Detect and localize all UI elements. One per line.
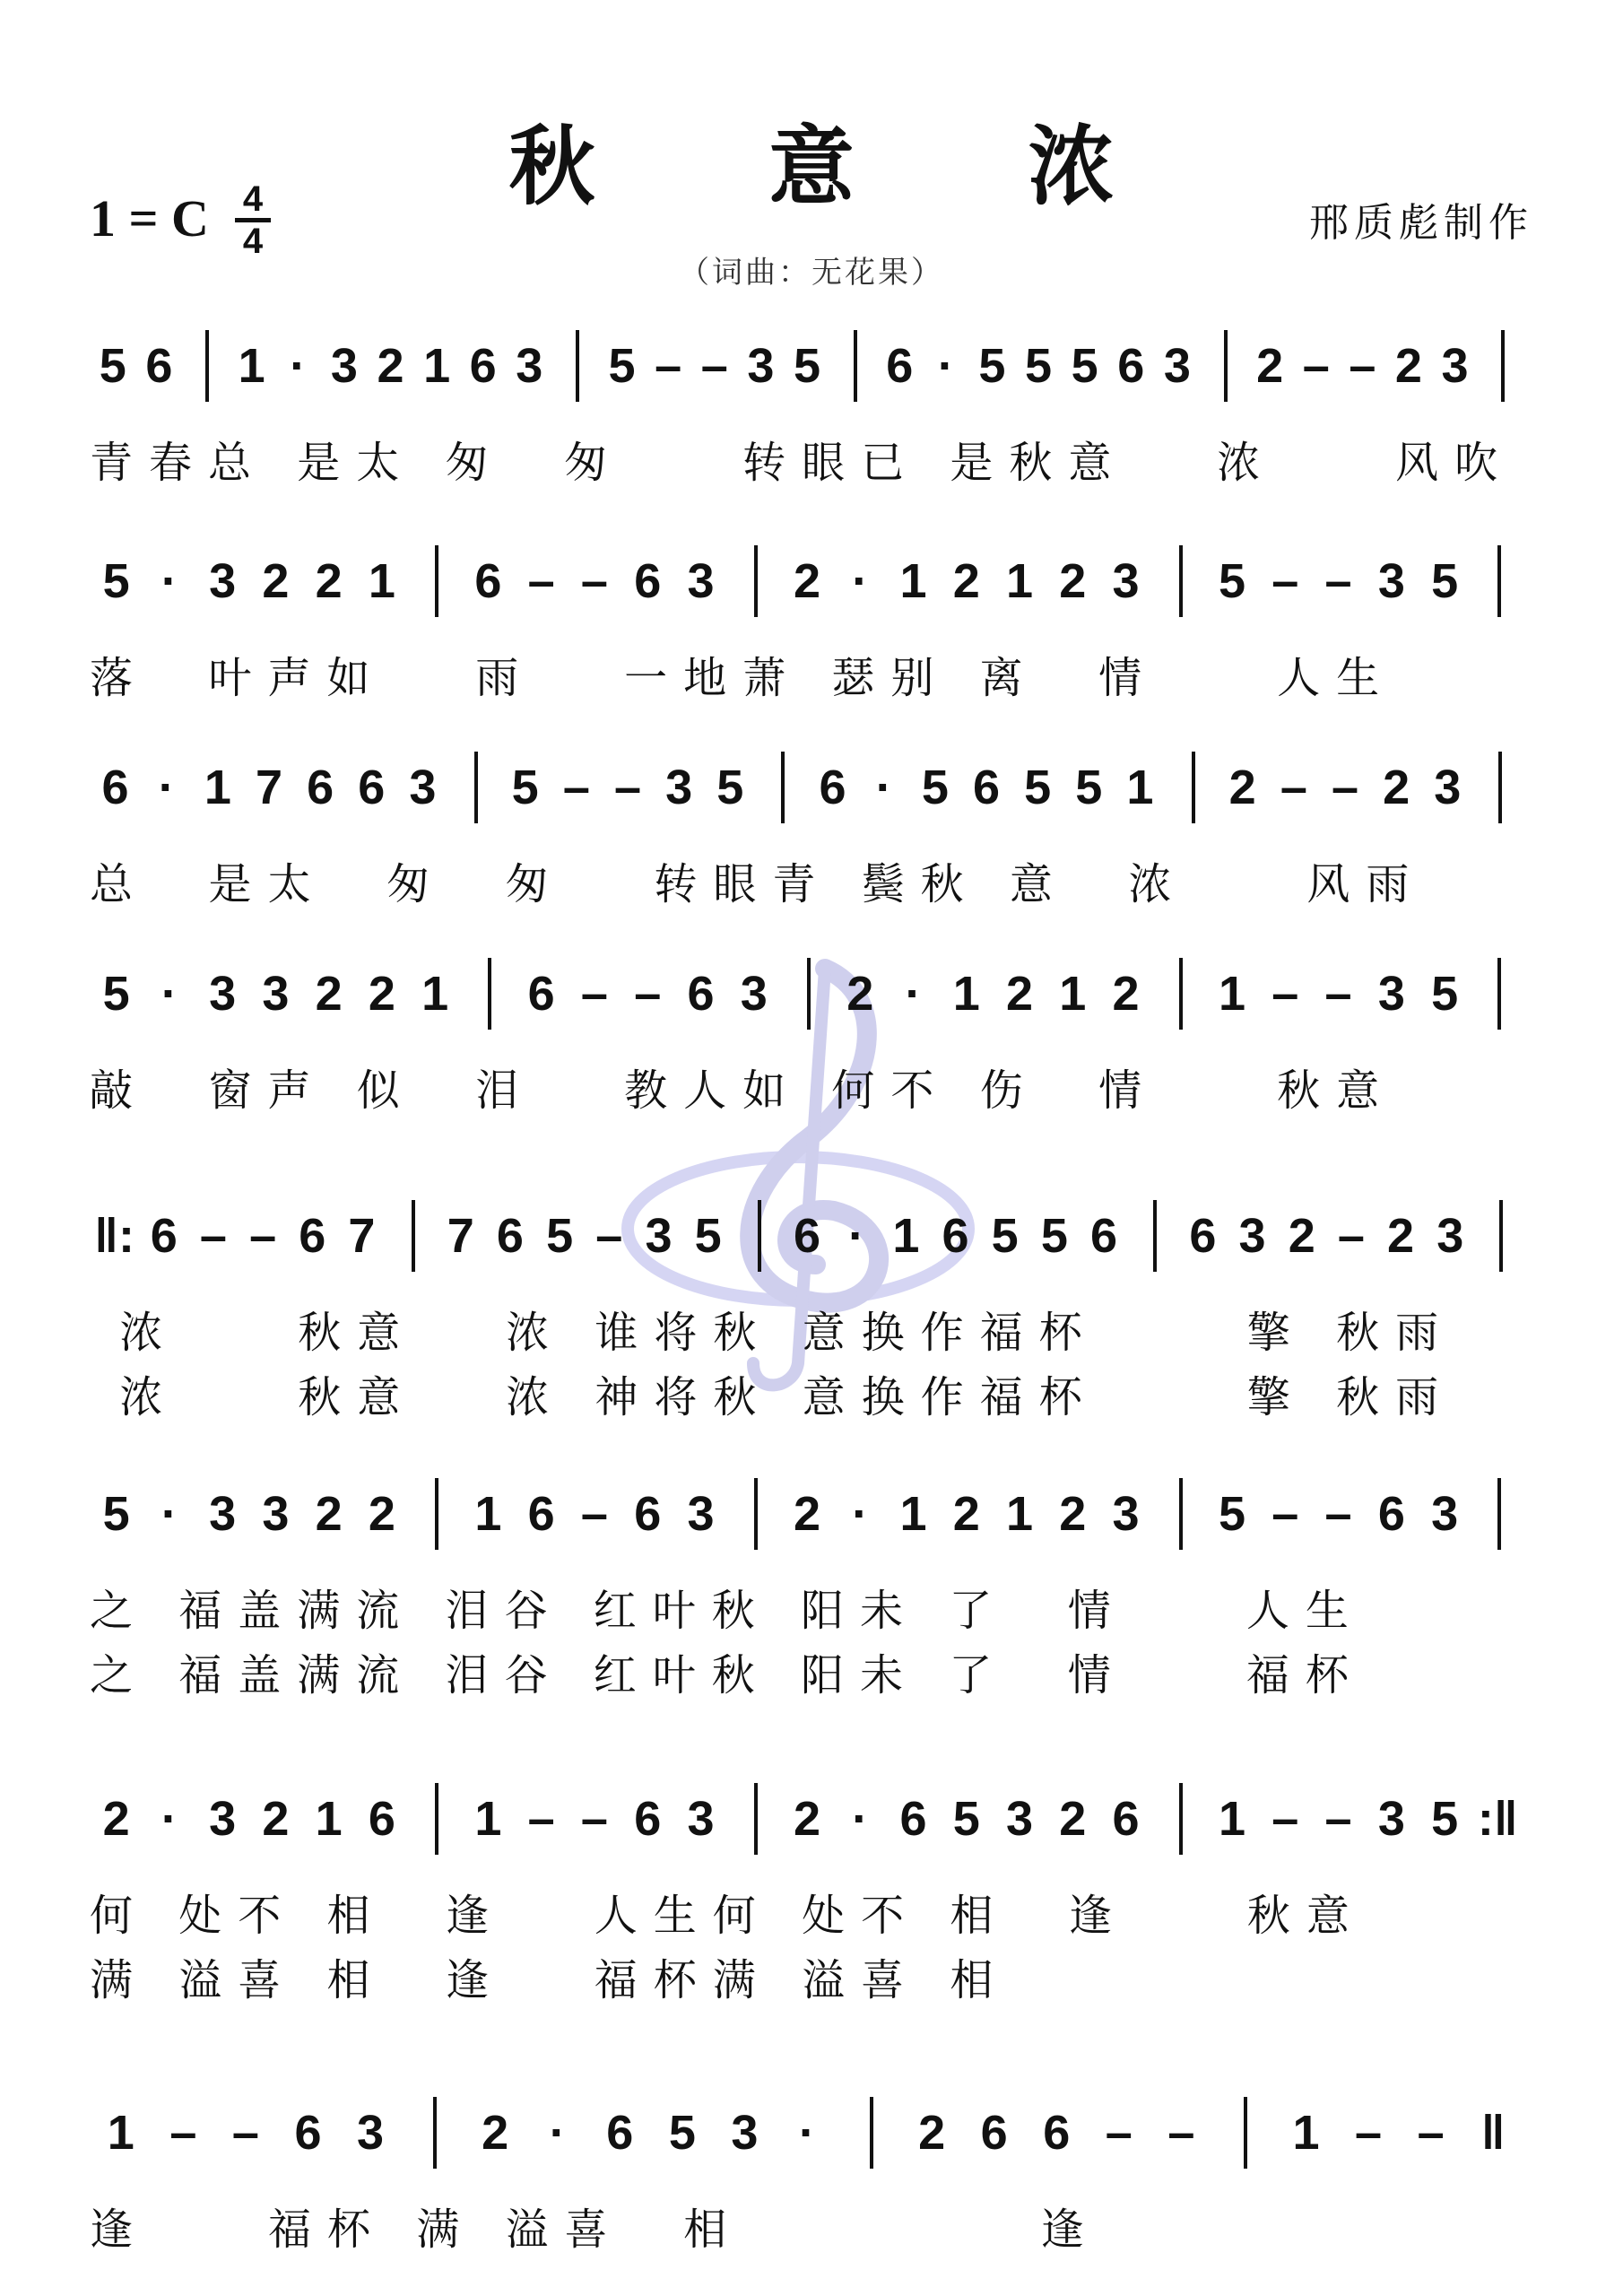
note: 1 [1006, 554, 1034, 608]
note: 6 [527, 967, 555, 1021]
note: 3 [330, 339, 358, 393]
note: 1 [1059, 967, 1087, 1021]
note: 2 [482, 2106, 509, 2160]
note: 3 [262, 967, 290, 1021]
note: 6 [1043, 2106, 1071, 2160]
note: 3 [262, 1487, 290, 1541]
note: 5 [1219, 554, 1246, 608]
note: – [1324, 1487, 1352, 1541]
notation-line [90, 1193, 1542, 1300]
lyric-line: 满 溢喜 相 逢 福杯满 溢喜 相 [90, 1955, 1010, 2005]
page-title: 秋 意 浓 [508, 116, 1186, 217]
note: 1 [1292, 2106, 1320, 2160]
note: – [580, 1792, 608, 1846]
note: – [1324, 967, 1352, 1021]
note: ‖ [1480, 2106, 1506, 2160]
note: 5 [546, 1209, 574, 1263]
note: 5 [668, 2106, 696, 2160]
note: 5 [1040, 1209, 1068, 1263]
note: – [655, 339, 682, 393]
note: 1 [952, 967, 980, 1021]
note: – [1331, 761, 1359, 814]
note: 2 [1228, 761, 1256, 814]
note: 6 [299, 1209, 326, 1263]
bar-line [754, 545, 758, 617]
note: · [852, 1487, 869, 1541]
score-row [90, 744, 1542, 917]
note: 2 [918, 2106, 946, 2160]
note: 2 [793, 1792, 821, 1846]
note: 1 [899, 554, 927, 608]
note: 3 [1238, 1209, 1266, 1263]
note: 1 [204, 761, 231, 814]
lyric-line: 总 是太 匆 匆 转眼青 鬓秋 意 浓 风雨 [90, 859, 1426, 909]
note: 1 [1126, 761, 1154, 814]
note: 2 [846, 967, 874, 1021]
note: 2 [1112, 967, 1140, 1021]
note: 3 [1377, 1792, 1405, 1846]
bar-line [1179, 958, 1183, 1030]
note: · [852, 554, 869, 608]
lyric-line: 之 福盖满流 泪谷 红叶秋 阳未 了 情 人生 [90, 1586, 1365, 1636]
note: 5 [1431, 967, 1459, 1021]
note: 1 [892, 1209, 920, 1263]
note: 2 [368, 1487, 395, 1541]
note: – [1302, 339, 1330, 393]
note: 1 [1006, 1487, 1034, 1541]
lyric-line: 落 叶声如 雨 一地萧 瑟别 离 情 人生 [90, 653, 1396, 703]
note: 2 [262, 1792, 290, 1846]
note: 5 [952, 1792, 980, 1846]
note: 6 [634, 1792, 662, 1846]
note: 1 [423, 339, 451, 393]
note: 7 [447, 1209, 474, 1263]
bar-line [1179, 545, 1183, 617]
note: · [161, 1792, 178, 1846]
note: 3 [687, 554, 715, 608]
note: · [161, 967, 178, 1021]
note: 6 [469, 339, 497, 393]
notation-line [90, 1471, 1542, 1578]
author-credit: 邢质彪制作 [1309, 200, 1533, 246]
note: 3 [1431, 1487, 1459, 1541]
note: 5 [511, 761, 539, 814]
note: 2 [952, 554, 980, 608]
note: – [613, 761, 642, 814]
note: 6 [819, 761, 846, 814]
note: · [161, 554, 178, 608]
bar-line [435, 1478, 438, 1550]
note: 3 [1112, 554, 1140, 608]
note: – [1417, 2106, 1445, 2160]
note: 3 [409, 761, 437, 814]
note: 6 [1090, 1209, 1118, 1263]
note: 1 [107, 2106, 135, 2160]
note: 2 [1059, 1792, 1087, 1846]
note: 1 [315, 1792, 343, 1846]
bar-line [854, 330, 857, 402]
bar-line [1244, 2097, 1247, 2169]
note: 6 [634, 1487, 662, 1541]
bar-line [1179, 1478, 1183, 1550]
note: 5 [694, 1209, 722, 1263]
note: 3 [1377, 554, 1405, 608]
note: 6 [606, 2106, 634, 2160]
note: 2 [315, 1487, 343, 1541]
note: 3 [209, 1792, 237, 1846]
bar-line [1153, 1200, 1157, 1272]
note: 6 [899, 1792, 927, 1846]
note: 6 [972, 761, 1001, 814]
note: – [1349, 339, 1376, 393]
note: 6 [294, 2106, 322, 2160]
notation-line [90, 538, 1542, 646]
note: 7 [255, 761, 283, 814]
note: 5 [1071, 339, 1098, 393]
note: 5 [608, 339, 636, 393]
lyric-line: 浓 秋意 浓 神将秋 意换作福杯 擎 秋雨 [90, 1372, 1455, 1422]
note: ‖: [94, 1209, 135, 1263]
score-row [90, 1193, 1542, 1430]
note: 6 [150, 1209, 178, 1263]
note: 3 [516, 339, 543, 393]
bar-line [1498, 752, 1502, 823]
meter-top: 4 [242, 179, 264, 219]
note: 6 [145, 339, 173, 393]
note: 3 [747, 339, 775, 393]
note: 5 [991, 1209, 1019, 1263]
note: 3 [209, 554, 237, 608]
note: 6 [942, 1209, 969, 1263]
note: 2 [1256, 339, 1284, 393]
note: 2 [315, 554, 343, 608]
meter-bottom: 4 [242, 222, 264, 261]
note: 3 [1163, 339, 1191, 393]
note: – [1337, 1209, 1365, 1263]
bar-line [1497, 545, 1501, 617]
note: – [634, 967, 662, 1021]
note: 2 [952, 1487, 980, 1541]
bar-line [870, 2097, 873, 2169]
notation-line [90, 2090, 1542, 2197]
note: – [1271, 554, 1299, 608]
score-row [90, 951, 1542, 1123]
note: 2 [793, 554, 821, 608]
note: 3 [1006, 1792, 1034, 1846]
bar-line [754, 1478, 758, 1550]
note: 3 [209, 1487, 237, 1541]
note: 1 [368, 554, 395, 608]
note: 5 [716, 761, 744, 814]
note: 2 [377, 339, 404, 393]
lyric-line: 浓 秋意 浓 谁将秋 意换作福杯 擎 秋雨 [90, 1308, 1455, 1358]
notation-line [90, 951, 1542, 1058]
note: 3 [1112, 1487, 1140, 1541]
note: 6 [368, 1792, 395, 1846]
note: 2 [1059, 1487, 1087, 1541]
note: – [249, 1209, 277, 1263]
bar-line [1497, 1478, 1501, 1550]
note: – [1324, 554, 1352, 608]
note: 7 [348, 1209, 376, 1263]
note: 3 [1377, 967, 1405, 1021]
note: 1 [238, 339, 265, 393]
note: – [1271, 1487, 1299, 1541]
bar-line [754, 1783, 758, 1855]
note: · [799, 2106, 815, 2160]
note: 1 [474, 1487, 502, 1541]
note: · [937, 339, 954, 393]
bar-line [433, 2097, 437, 2169]
note: 3 [1441, 339, 1469, 393]
note: – [1271, 967, 1299, 1021]
note: – [199, 1209, 227, 1263]
note: 3 [665, 761, 693, 814]
note: 5 [978, 339, 1006, 393]
note: 6 [496, 1209, 524, 1263]
bar-line [1192, 752, 1195, 823]
bar-line [758, 1200, 761, 1272]
note: 5 [1024, 761, 1052, 814]
bar-line [1501, 330, 1505, 402]
note: – [527, 1792, 555, 1846]
note: 2 [315, 967, 343, 1021]
note: · [161, 1487, 178, 1541]
note: 2 [368, 967, 395, 1021]
lyric-line: 之 福盖满流 泪谷 红叶秋 阳未 了 情 福杯 [90, 1650, 1365, 1700]
note: 2 [1383, 761, 1410, 814]
note: :‖ [1477, 1792, 1518, 1846]
note: 3 [645, 1209, 673, 1263]
bar-line [435, 1783, 438, 1855]
note: 1 [1219, 1792, 1246, 1846]
score-row [90, 538, 1542, 710]
bar-line [1499, 1200, 1503, 1272]
note: 6 [1112, 1792, 1140, 1846]
note: · [158, 761, 175, 814]
note: 5 [1219, 1487, 1246, 1541]
note: 5 [1431, 1792, 1459, 1846]
lyric-line: 青春总 是太 匆 匆 转眼已 是秋意 浓 风吹 [90, 438, 1515, 488]
note: 3 [687, 1487, 715, 1541]
note: 5 [102, 967, 130, 1021]
note: 6 [527, 1487, 555, 1541]
note: 5 [793, 339, 821, 393]
note: – [1167, 2106, 1195, 2160]
bar-line [807, 958, 811, 1030]
score-row [90, 2090, 1542, 2262]
note: 5 [921, 761, 949, 814]
note: 1 [421, 967, 449, 1021]
note: 6 [687, 967, 715, 1021]
note: – [1324, 1792, 1352, 1846]
bar-line [205, 330, 209, 402]
score-row [90, 1471, 1542, 1708]
note: 3 [740, 967, 768, 1021]
notation-line [90, 1776, 1542, 1883]
note: 2 [1387, 1209, 1415, 1263]
note: – [580, 1487, 608, 1541]
note: – [1355, 2106, 1383, 2160]
note: – [580, 967, 608, 1021]
note: 3 [1434, 761, 1462, 814]
score-row [90, 1776, 1542, 2013]
note: – [580, 554, 608, 608]
note: 6 [1189, 1209, 1217, 1263]
bar-line [1179, 1783, 1183, 1855]
note: 1 [1219, 967, 1246, 1021]
note: 5 [1431, 554, 1459, 608]
note: · [875, 761, 892, 814]
note: · [290, 339, 307, 393]
bar-line [781, 752, 785, 823]
note: – [169, 2106, 197, 2160]
note: · [848, 1209, 865, 1263]
note: 6 [980, 2106, 1008, 2160]
bar-line [435, 545, 438, 617]
note: 2 [793, 1487, 821, 1541]
note: 1 [474, 1792, 502, 1846]
score-row [90, 323, 1542, 495]
note: 5 [102, 1487, 130, 1541]
bar-line [576, 330, 579, 402]
note: 3 [209, 967, 237, 1021]
note: 6 [1117, 339, 1145, 393]
note: 6 [358, 761, 386, 814]
note: 3 [357, 2106, 385, 2160]
note: – [1271, 1792, 1299, 1846]
note: 5 [102, 554, 130, 608]
note: 1 [899, 1487, 927, 1541]
note: · [852, 1792, 869, 1846]
bar-line [1497, 958, 1501, 1030]
note: 6 [886, 339, 914, 393]
note: 6 [1377, 1487, 1405, 1541]
bar-line [412, 1200, 415, 1272]
bar-line [1224, 330, 1228, 402]
note: – [527, 554, 555, 608]
note: 3 [731, 2106, 759, 2160]
note: · [905, 967, 922, 1021]
note: 2 [1059, 554, 1087, 608]
note: – [1280, 761, 1307, 814]
note: – [231, 2106, 259, 2160]
note: 5 [99, 339, 126, 393]
bar-line [488, 958, 491, 1030]
note: 6 [634, 554, 662, 608]
lyric-line: 逢 福杯 满 溢喜 相 逢 [90, 2205, 1100, 2255]
notation-line [90, 744, 1542, 852]
key-signature: 1 = C [90, 189, 209, 248]
note: 5 [1075, 761, 1103, 814]
note: 2 [102, 1792, 130, 1846]
notation-line [90, 323, 1542, 430]
bar-line [474, 752, 478, 823]
note: 2 [1288, 1209, 1315, 1263]
lyrics-composer-credit: （词曲：无花果） [679, 255, 944, 291]
note: · [549, 2106, 566, 2160]
note: 2 [262, 554, 290, 608]
lyric-line: 何 处不 相 逢 人生何 处不 相 逢 秋意 [90, 1891, 1366, 1941]
note: 2 [1394, 339, 1422, 393]
note: – [1105, 2106, 1133, 2160]
note: 3 [687, 1792, 715, 1846]
note: 6 [474, 554, 502, 608]
note: 5 [1025, 339, 1053, 393]
note: 6 [307, 761, 334, 814]
note: – [595, 1209, 623, 1263]
note: 3 [1436, 1209, 1464, 1263]
lyric-line: 敲 窗声 似 泪 教人如 何不 伤 情 秋意 [90, 1065, 1396, 1116]
note: – [562, 761, 590, 814]
note: – [700, 339, 728, 393]
note: 6 [101, 761, 129, 814]
note: 2 [1006, 967, 1034, 1021]
note: 6 [793, 1209, 821, 1263]
